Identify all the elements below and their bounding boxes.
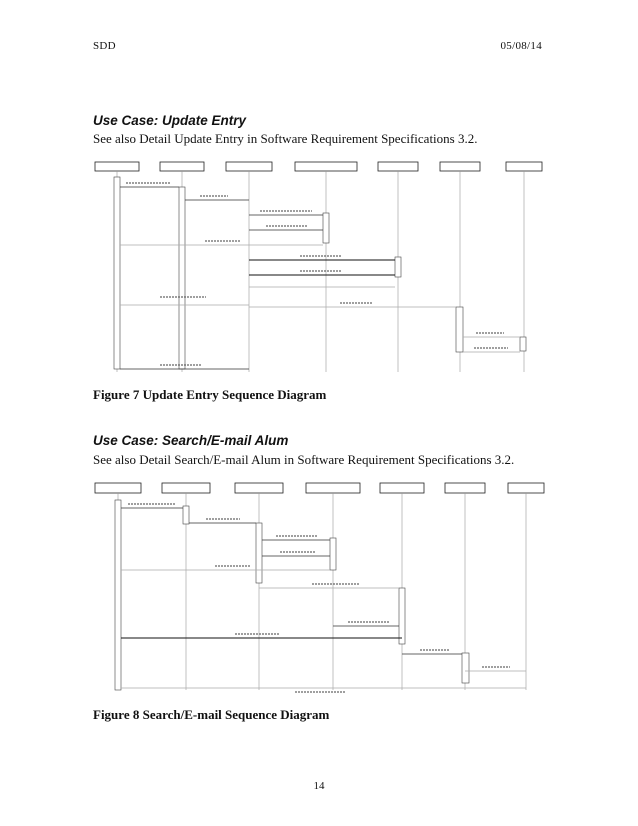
lifeline-head: [380, 483, 424, 493]
page-number: 14: [313, 780, 325, 792]
header-right-date: 05/08/14: [500, 40, 542, 52]
lifeline-head: [235, 483, 283, 493]
use-case-title-update-entry: Use Case: Update Entry: [93, 113, 247, 128]
lifeline-head: [226, 162, 272, 171]
lifeline-head: [95, 483, 141, 493]
lifeline-head: [306, 483, 360, 493]
header-left: SDD: [93, 40, 116, 52]
lifeline-head: [295, 162, 357, 171]
lifeline-head: [160, 162, 204, 171]
use-case-description-update-entry: See also Detail Update Entry in Software Requirement Specifications 3.2.: [93, 131, 478, 146]
sequence-diagram-update-entry: [90, 157, 545, 379]
lifeline-head: [440, 162, 480, 171]
use-case-description-search-email: See also Detail Search/E-mail Alum in Software Requirement Specifications 3.2.: [93, 452, 515, 467]
lifeline-head: [506, 162, 542, 171]
lifeline-head: [95, 162, 139, 171]
lifeline-head: [445, 483, 485, 493]
figure-caption-update-entry: Figure 7 Update Entry Sequence Diagram: [93, 387, 327, 402]
figure-caption-search-email: Figure 8 Search/E-mail Sequence Diagram: [93, 707, 330, 722]
lifeline-head: [378, 162, 418, 171]
sequence-diagram-search-email: [90, 478, 550, 698]
lifeline-head: [508, 483, 544, 493]
lifeline-head: [162, 483, 210, 493]
use-case-title-search-email: Use Case: Search/E-mail Alum: [93, 433, 289, 448]
